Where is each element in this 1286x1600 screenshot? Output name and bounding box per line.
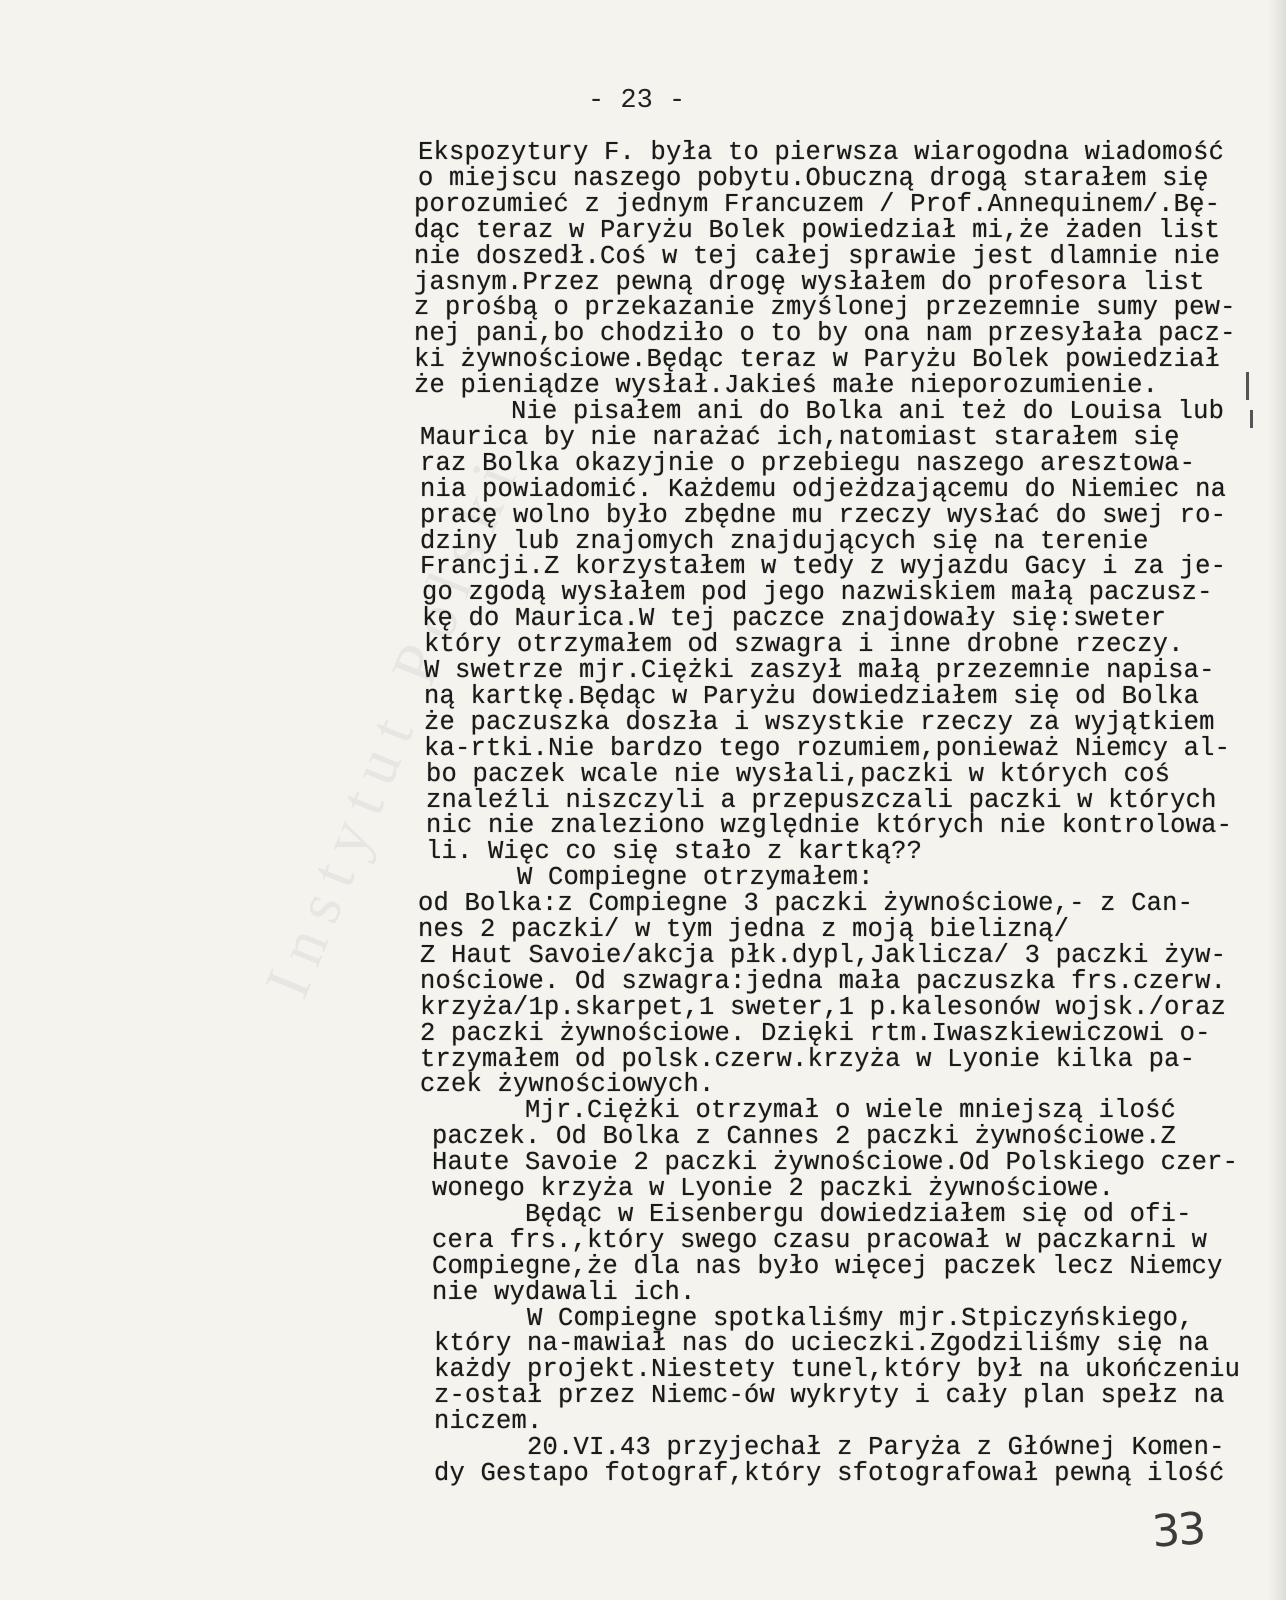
text-line: W swetrze mjr.Ciężki zaszył małą przezemnie napisa- bbox=[424, 656, 1215, 685]
text-line: że paczuszka doszła i wszystkie rzeczy za wyjątkiem bbox=[424, 707, 1215, 737]
archive-watermark: Instytut Polski bbox=[250, 441, 535, 1007]
text-line: każdy projekt.Niestety tunel,który był na ukończeniu bbox=[434, 1355, 1241, 1385]
text-line: li. Więc co się stało z kartką?? bbox=[426, 837, 923, 867]
text-line: dąc teraz w Paryżu Bolek powiedział mi,że żaden list bbox=[414, 215, 1221, 245]
text-line: pracę wolno było zbędne mu rzeczy wysłać do swej ro- bbox=[420, 500, 1227, 530]
text-line: z-ostał przez Niemc-ów wykryty i cały plan spełz na bbox=[434, 1381, 1225, 1411]
text-line: nie doszedł.Coś w tej całej sprawie jest dlamnie nie bbox=[414, 241, 1221, 271]
text-line: Haute Savoie 2 paczki żywnościowe.Od Polskiego czer- bbox=[432, 1148, 1239, 1178]
text-line: krzyża/1p.skarpet,1 sweter,1 p.kalesonów wojsk./oraz bbox=[420, 992, 1227, 1022]
text-line: Maurica by nie narażać ich,natomiast starałem się bbox=[420, 422, 1180, 452]
text-line: go zgodą wysłałem pod jego nazwiskiem małą paczusz- bbox=[422, 578, 1213, 608]
text-line: dy Gestapo fotograf,który sfotografował pewną ilość bbox=[434, 1458, 1225, 1488]
text-line: W Compiegne spotkaliśmy mjr.Stpiczyńskiego, bbox=[434, 1303, 1194, 1333]
text-line: nic nie znaleziono względnie których nie kontrolowa- bbox=[426, 811, 1233, 841]
text-line: Ekspozytury F. była to pierwsza wiarogodna wiadomość bbox=[418, 138, 1225, 167]
text-line: o miejscu naszego pobytu.Obuczną drogą starałem się bbox=[418, 163, 1209, 193]
text-line: z prośbą o przekazanie zmyślonej przezemnie sumy pew- bbox=[414, 293, 1236, 323]
text-line: ka-rtki.Nie bardzo tego rozumiem,ponieważ Niemcy al- bbox=[424, 733, 1231, 763]
text-line: Francji.Z korzystałem w tedy z wyjazdu Gacy i za je- bbox=[420, 552, 1227, 582]
text-line: który otrzymałem od szwagra i inne drobne rzeczy. bbox=[424, 630, 1184, 660]
text-line: który na-mawiał nas do ucieczki.Zgodziliśmy się na bbox=[434, 1329, 1210, 1359]
text-line: nes 2 paczki/ w tym jedna z moją bielizną/ bbox=[418, 915, 1070, 944]
text-line: paczek. Od Bolka z Cannes 2 paczki żywnościowe.Z bbox=[432, 1122, 1177, 1152]
text-line: cera frs.,który swego czasu pracował w paczkarni w bbox=[432, 1225, 1208, 1255]
text-line: Z Haut Savoie/akcja płk.dypl,Jaklicza/ 3 paczki żyw- bbox=[420, 940, 1227, 970]
text-line: Nie pisałem ani do Bolka ani też do Louisa lub bbox=[418, 397, 1225, 426]
text-line: jasnym.Przez pewną drogę wysłałem do profesora list bbox=[414, 267, 1205, 297]
text-line: nia powiadomić. Każdemu odjeżdzającemu do Niemiec na bbox=[420, 474, 1227, 504]
text-line: nej pani,bo chodziło o to by ona nam przesyłała pacz- bbox=[414, 319, 1236, 349]
text-line: W Compiegne otrzymałem: bbox=[424, 863, 874, 893]
text-line: Będąc w Eisenbergu dowiedziałem się od ofi- bbox=[432, 1199, 1192, 1229]
text-line: 2 paczki żywnościowe. Dzięki rtm.Iwaszkiewiczowi o- bbox=[420, 1018, 1211, 1048]
page-number: - 23 - bbox=[588, 86, 686, 116]
text-line: bo paczek wcale nie wysłali,paczki w których coś bbox=[426, 759, 1171, 789]
text-line: że pieniądze wysłał.Jakieś małe nieporozumienie. bbox=[414, 371, 1159, 401]
text-line: 20.VI.43 przyjechał z Paryża z Głównej Komen- bbox=[434, 1433, 1225, 1462]
text-line: znaleźli niszczyli a przepuszczali paczki w których bbox=[426, 785, 1217, 815]
text-line: Compiegne,że dla nas było więcej paczek lecz Niemcy bbox=[432, 1251, 1223, 1281]
text-line: kę do Maurica.W tej paczce znajdowały się:sweter bbox=[422, 604, 1167, 634]
text-line: dziny lub znajomych znajdujących się na terenie bbox=[420, 526, 1149, 556]
text-line: raz Bolka okazyjnie o przebiegu naszego aresztowa- bbox=[420, 448, 1196, 478]
text-line: czek żywnościowych. bbox=[420, 1070, 715, 1100]
text-line: nie wydawali ich. bbox=[432, 1277, 696, 1307]
text-line: ną kartkę.Będąc w Paryżu dowiedziałem się od Bolka bbox=[424, 681, 1200, 711]
text-line: ki żywnościowe.Będąc teraz w Paryżu Bolek powiedział bbox=[414, 345, 1221, 375]
text-line: trzymałem od polsk.czerw.krzyża w Lyonie kilka pa- bbox=[420, 1044, 1196, 1074]
text-line: nościowe. Od szwagra:jedna mała paczuszka frs.czerw. bbox=[420, 966, 1227, 996]
text-line: Mjr.Ciężki otrzymał o wiele mniejszą ilość bbox=[432, 1096, 1177, 1126]
text-line: wonego krzyża w Lyonie 2 paczki żywnościowe. bbox=[432, 1174, 1115, 1203]
text-line: niczem. bbox=[434, 1407, 543, 1437]
handwritten-archive-number: 33 bbox=[1150, 1503, 1206, 1558]
text-line: porozumieć z jednym Francuzem / Prof.Annequinem/.Bę- bbox=[414, 189, 1221, 219]
text-line: od Bolka:z Compiegne 3 paczki żywnościowe,- z Can- bbox=[418, 889, 1194, 919]
